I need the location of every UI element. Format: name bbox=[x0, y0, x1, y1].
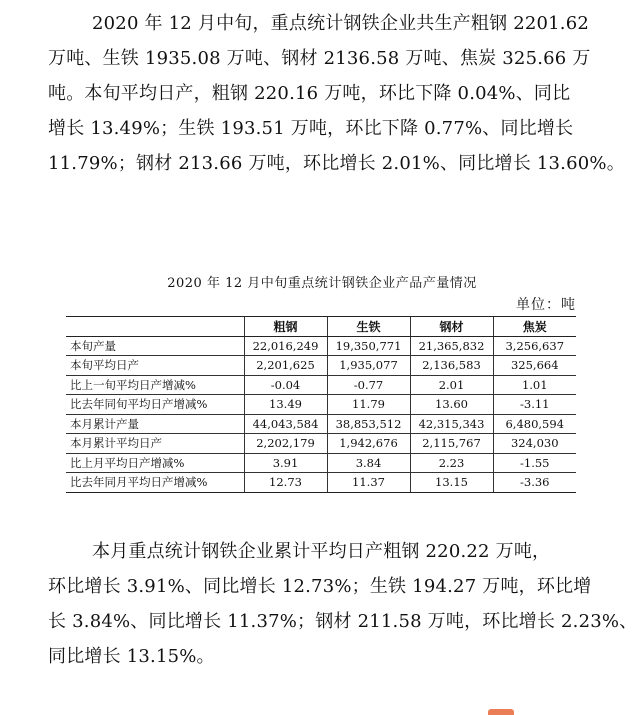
summary-line: 长 3.84%、同比增长 11.37%；钢材 211.58 万吨，环比增长 2.23%、 bbox=[48, 611, 638, 632]
table-cell: 12.73 bbox=[244, 473, 327, 493]
table-cell: -3.11 bbox=[493, 395, 576, 415]
row-label: 比去年同月平均日产增减% bbox=[66, 473, 244, 493]
table-cell: 3.91 bbox=[244, 453, 327, 473]
header-cell-pig-iron: 生铁 bbox=[327, 317, 410, 337]
table-cell: -1.55 bbox=[493, 453, 576, 473]
table-cell: 13.15 bbox=[410, 473, 493, 493]
table-cell: 2.01 bbox=[410, 375, 493, 395]
table-cell: 42,315,343 bbox=[410, 414, 493, 434]
header-cell-coke: 焦炭 bbox=[493, 317, 576, 337]
row-label: 比上月平均日产增减% bbox=[66, 453, 244, 473]
table-cell: 324,030 bbox=[493, 434, 576, 454]
table-cell: 2,115,767 bbox=[410, 434, 493, 454]
table-cell: 11.79 bbox=[327, 395, 410, 415]
header-cell-steel-products: 钢材 bbox=[410, 317, 493, 337]
table-cell: 38,853,512 bbox=[327, 414, 410, 434]
table-row bbox=[66, 473, 576, 493]
summary-line: 同比增长 13.15%。 bbox=[48, 646, 215, 667]
row-label: 本月累计平均日产 bbox=[66, 434, 244, 454]
production-table bbox=[66, 316, 576, 493]
table-row bbox=[66, 336, 576, 356]
intro-line: 万吨、生铁 1935.08 万吨、钢材 2136.58 万吨、焦炭 325.66 万 bbox=[48, 48, 591, 69]
table-cell: 2,202,179 bbox=[244, 434, 327, 454]
table-cell: 3,256,637 bbox=[493, 336, 576, 356]
table-cell: 2,136,583 bbox=[410, 356, 493, 376]
table-cell: 11.37 bbox=[327, 473, 410, 493]
table-cell: 44,043,584 bbox=[244, 414, 327, 434]
row-label: 比上一旬平均日产增减% bbox=[66, 375, 244, 395]
table-cell: 1,942,676 bbox=[327, 434, 410, 454]
table-cell: 1,935,077 bbox=[327, 356, 410, 376]
intro-line: 11.79%；钢材 213.66 万吨，环比增长 2.01%、同比增长 13.60%。 bbox=[48, 153, 625, 174]
intro-line: 吨。本旬平均日产，粗钢 220.16 万吨，环比下降 0.04%、同比 bbox=[48, 83, 571, 104]
intro-line: 增长 13.49%；生铁 193.51 万吨，环比下降 0.77%、同比增长 bbox=[48, 118, 574, 139]
header-cell-blank bbox=[66, 317, 244, 337]
table-unit-label: 单位：吨 bbox=[516, 297, 576, 313]
table-cell: -3.36 bbox=[493, 473, 576, 493]
table-cell: 13.60 bbox=[410, 395, 493, 415]
table-cell: -0.04 bbox=[244, 375, 327, 395]
table-cell: 2,201,625 bbox=[244, 356, 327, 376]
table-cell: 2.23 bbox=[410, 453, 493, 473]
table-title: 2020 年 12 月中旬重点统计钢铁企业产品产量情况 bbox=[167, 276, 477, 291]
summary-line: 本月重点统计钢铁企业累计平均日产粗钢 220.22 万吨， bbox=[92, 541, 551, 562]
table-row bbox=[66, 414, 576, 434]
accent-decoration bbox=[488, 709, 514, 715]
table-cell: 6,480,594 bbox=[493, 414, 576, 434]
table-header-row bbox=[66, 317, 576, 337]
table-cell: 1.01 bbox=[493, 375, 576, 395]
table-cell: 13.49 bbox=[244, 395, 327, 415]
table-cell: 21,365,832 bbox=[410, 336, 493, 356]
row-label: 本旬平均日产 bbox=[66, 356, 244, 376]
header-cell-crude-steel: 粗钢 bbox=[244, 317, 327, 337]
row-label: 本旬产量 bbox=[66, 336, 244, 356]
table-cell: -0.77 bbox=[327, 375, 410, 395]
table-row bbox=[66, 395, 576, 415]
table-row bbox=[66, 453, 576, 473]
table-cell: 325,664 bbox=[493, 356, 576, 376]
intro-paragraph bbox=[48, 6, 623, 181]
summary-line: 环比增长 3.91%、同比增长 12.73%；生铁 194.27 万吨，环比增 bbox=[48, 576, 592, 597]
summary-paragraph bbox=[48, 534, 638, 674]
table-cell: 3.84 bbox=[327, 453, 410, 473]
intro-line: 2020 年 12 月中旬，重点统计钢铁企业共生产粗钢 2201.62 bbox=[92, 13, 590, 34]
table-cell: 19,350,771 bbox=[327, 336, 410, 356]
table-row bbox=[66, 356, 576, 376]
row-label: 本月累计产量 bbox=[66, 414, 244, 434]
row-label: 比去年同旬平均日产增减% bbox=[66, 395, 244, 415]
table-row bbox=[66, 434, 576, 454]
table-cell: 22,016,249 bbox=[244, 336, 327, 356]
table-row bbox=[66, 375, 576, 395]
